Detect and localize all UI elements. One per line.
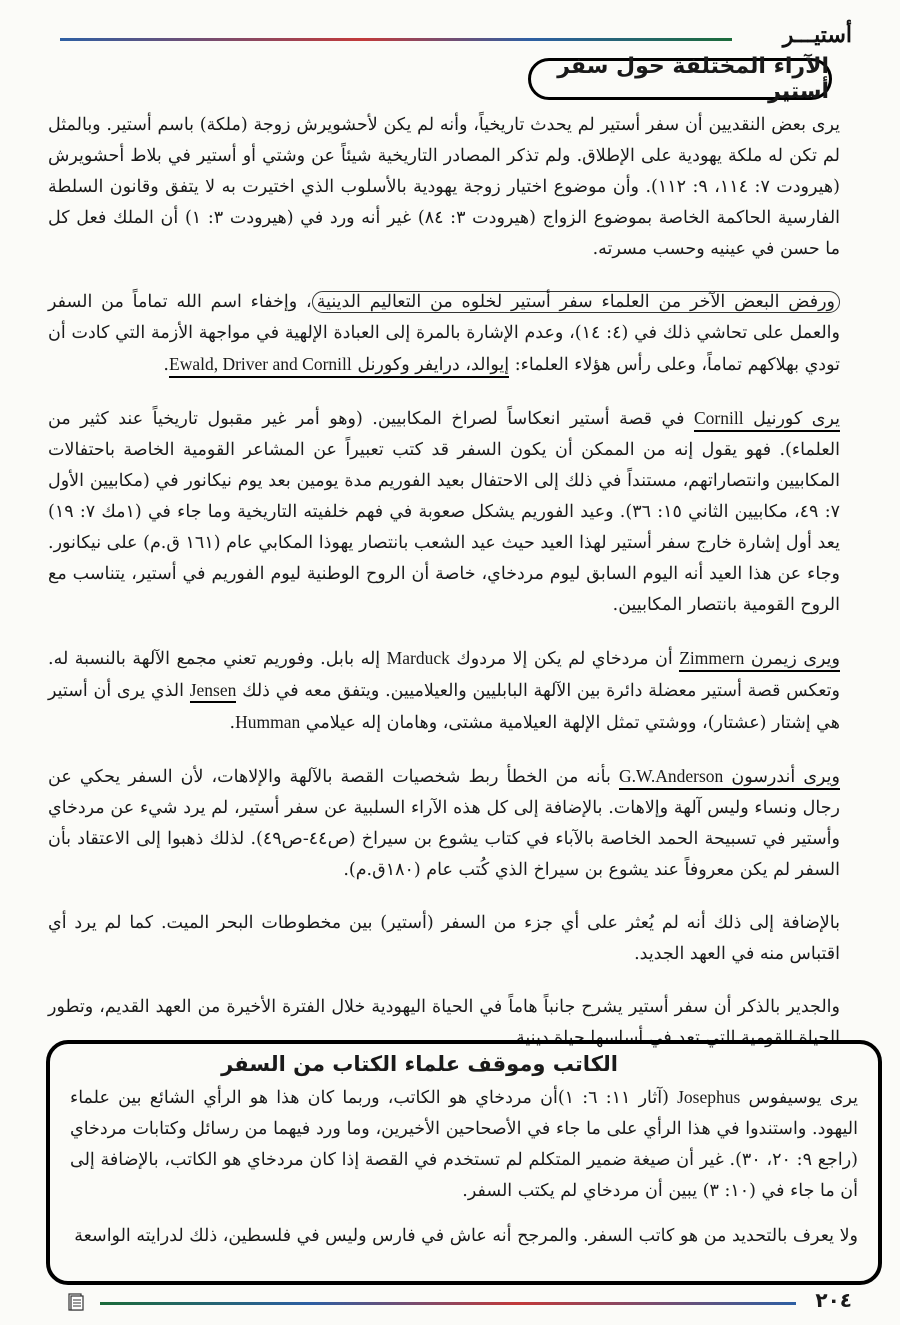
author-paragraph-2: ولا يعرف بالتحديد من هو كاتب السفر. والمرجح أنه عاش في فارس وليس في فلسطين، ذلك لدرايته الواسعة	[74, 1226, 858, 1246]
running-title: أستيـــر	[782, 22, 852, 48]
paragraph-6: بالإضافة إلى ذلك أنه لم يُعثر على أي جزء من السفر (أستير) بين مخطوطات البحر الميت. كما لم يرد أي اقتباس منه في العهد الجديد.	[48, 913, 840, 964]
paragraph-7: والجدير بالذكر أن سفر أستير يشرح جانباً هاماً في الحياة اليهودية خلال الفترة الأخيرة من العهد القديم، وتطور الحياة القومية التي تعد في أساسها حياة دينية.	[48, 997, 840, 1048]
paragraph-4: ويرى زيمرن Zimmern أن مردخاي لم يكن إلا مردوك Marduck إله بابل. وفوريم تعني مجمع الآلهة بالنسبة له. وتعكس قصة أستير معضلة دائرة بين الآلهة البابليين والعيلاميين. ويتفق معه في ذلك Jensen الذي يرى أن أستير هي إشتار (عشتار)، ووشتي تمثل الإلهة العيلامية مشتى، وهامان إله عيلامي Humman.	[48, 648, 840, 733]
jensen-name: Jensen	[190, 680, 237, 703]
main-content	[48, 110, 840, 1076]
page-header	[60, 22, 852, 50]
anderson-name: ويرى أندرسون G.W.Anderson	[619, 767, 840, 790]
paragraph-3: يرى كورنيل Cornill في قصة أستير انعكاساً لصراخ المكابيين. (وهو أمر غير مقبول تاريخياً عند كثير من العلماء). فهو يقول إنه من الممكن أن يكون السفر قد كتب تعبيراً عن المشاعر القومية الخاصة باحتفالات المكابيين وانتصاراتهم، مستنداً في ذلك إلى الاحتفال بعيد الفوريم مدة يومين بعد يوم نيكانور في (مكابيين الأول ٧: ٤٩، مكابيين الثاني ١٥: ٣٦). وعيد الفوريم يشكل صعوبة في فهم خلفيته التاريخية وما جاء في (١مك ٧: ١٩) يعد أول إشارة خارج سفر أستير لهذا العيد حيث عيد الشعب بانتصار يهوذا المكابي عام (١٦١ ق.م) على نيكانور. وجاء عن هذا العيد أنه اليوم السابق ليوم مردخاي، خاصة أن الروح الوطنية ليوم الفوريم في أستير، يتناسب مع الروح القومية بانتصار المكابيين.	[48, 408, 841, 615]
page-footer	[60, 1288, 852, 1316]
circled-phrase: ورفض البعض الآخر من العلماء سفر أستير لخلوه من التعاليم الدينية	[312, 291, 840, 313]
footer-rule	[100, 1302, 796, 1305]
page-number: ٢٠٤	[815, 1288, 852, 1312]
book-icon	[66, 1292, 86, 1312]
section-heading-author: الكاتب وموقف علماء الكتاب من السفر	[221, 1052, 618, 1076]
paragraph-1: يرى بعض النقديين أن سفر أستير لم يحدث تاريخياً، وأنه لم يكن لأحشويرش زوجة (ملكة) باسم أستير. وبالمثل لم تكن له ملكة يهودية على الإطلاق. ولم تذكر المصادر التاريخية شيئاً عن وشتي أو أستير في بلاط أحشويرش (هيرودت ٧: ١١٤، ٩: ١١٢). وأن موضوع اختيار زوجة يهودية بالأسلوب الذي اختيرت به لا يتفق وقانون السلطة الفارسية الحاكمة الخاصة بموضوع الزواج (هيرودت ٣: ٨٤) غير أنه ورد في (هيرودت ٣: ١) أن الملك فعل كل ما حسن في عينيه وحسب مسرته.	[48, 115, 841, 259]
paragraph-5: ويرى أندرسون G.W.Anderson بأنه من الخطأ ربط شخصيات القصة بالآلهة والإلاهات، لأن السفر يحكي عن رجال ونساء وليس آلهة وإلاهات. بالإضافة إلى كل هذه الآراء السلبية عن سفر أستير، لم يرد شيء عن مردخاي وأستير في تسبيحة الحمد الخاصة بالآباء في كتاب يشوع بن سيراخ (ص٤٤-ص٤٩). لذلك ذهبوا إلى الاعتقاد بأن السفر لم يكن معروفاً عند يشوع بن سيراخ الذي كُتب عام (١٨٠ق.م).	[48, 766, 840, 880]
paragraph-2: ورفض البعض الآخر من العلماء سفر أستير لخلوه من التعاليم الدينية، وإخفاء اسم الله تماماً من السفر والعمل على تحاشي ذلك في (٤: ١٤)، وعدم الإشارة بالمرة إلى العبادة الإلهية في مواجهة الأزمة التي كادت أن تودي بهلاكهم تماماً، وعلى رأس هؤلاء العلماء: إيوالد، درايفر وكورنل Ewald, Driver and Cornill.	[48, 287, 840, 381]
author-section-box	[46, 1040, 882, 1285]
author-section-text	[70, 1082, 858, 1252]
zimmern-name: ويرى زيمرن Zimmern	[679, 649, 840, 672]
author-paragraph-1: يرى يوسيفوس Josephus (آثار ١١: ٦: ١)أن مردخاي هو الكاتب، وربما كان هذا هو الرأي الشائع بين علماء اليهود. واستندوا في هذا الرأي على ما جاء في الأصحاحين الأخيرين، وما ورد فيهما من رسائل وكتابات مردخاي (راجع ٩: ٢٠، ٣٠). غير أن صيغة ضمير المتكلم لم تستخدم في القصة إذا كان مردخاي هو الكاتب، بالإضافة إلى أن ما جاء في (١٠: ٣) يبين أن مردخاي لم يكتب السفر.	[70, 1087, 859, 1201]
section-heading-opinions: الآراء المختلفة حول سفر أستير	[528, 58, 832, 100]
scholars-names: إيوالد، درايفر وكورنل Ewald, Driver and Cornill	[169, 355, 509, 378]
header-rule	[60, 38, 732, 41]
cornill-name: يرى كورنيل Cornill	[694, 409, 840, 432]
